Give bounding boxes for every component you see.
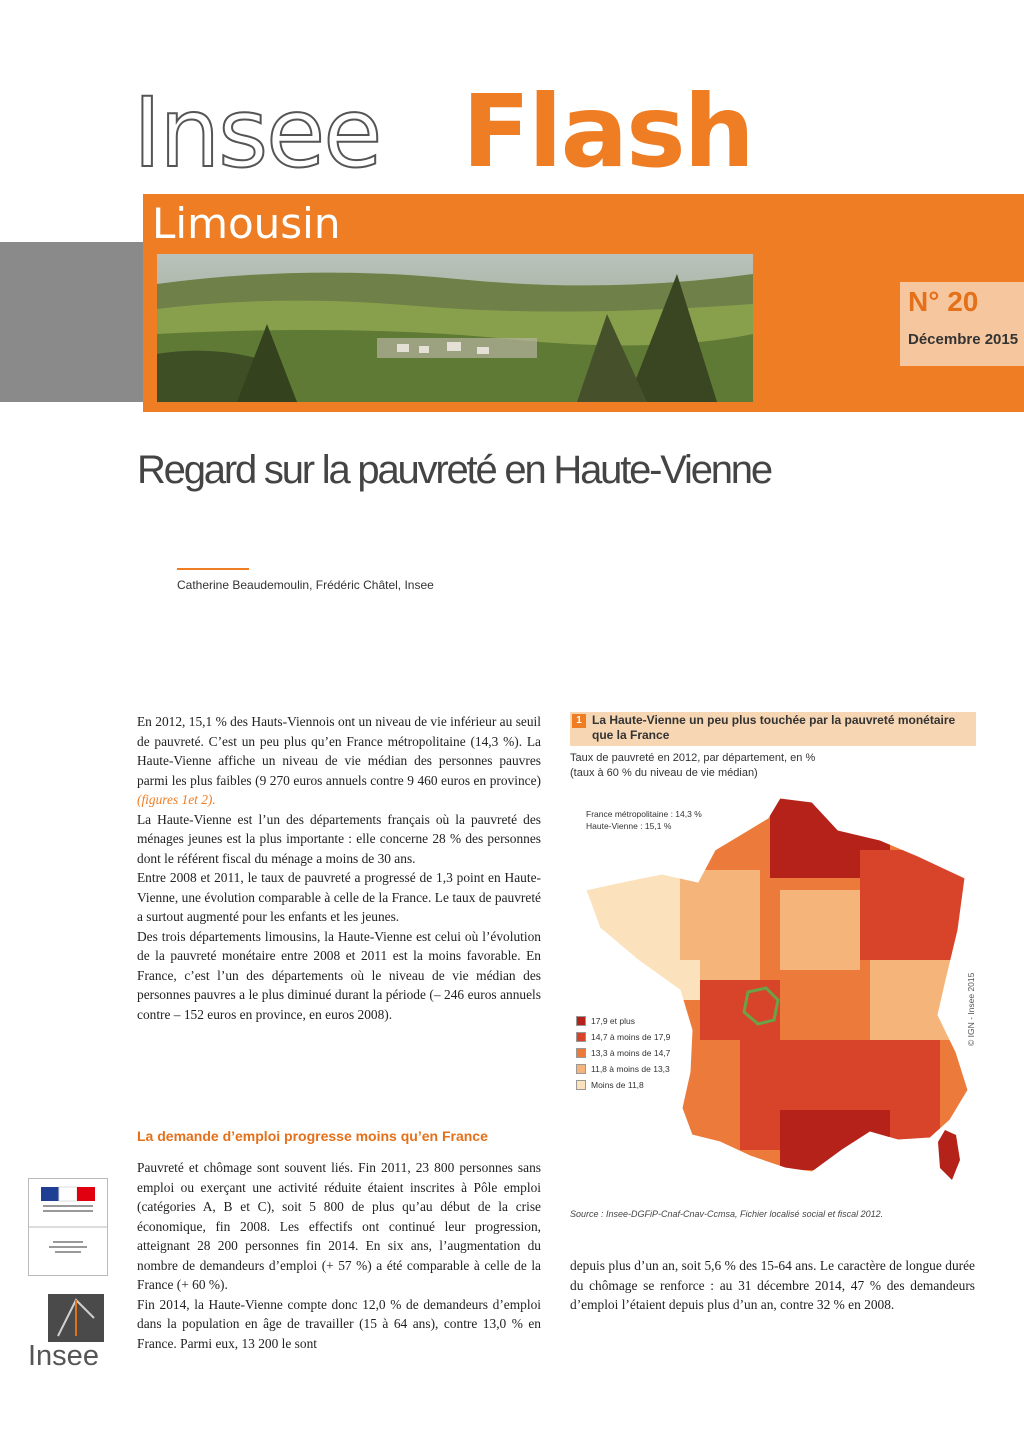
paragraph-1 bbox=[137, 712, 541, 810]
page-title: Regard sur la pauvreté en Haute-Vienne bbox=[137, 448, 771, 492]
article-column-left-bottom bbox=[137, 1158, 541, 1353]
paragraph-3: Entre 2008 et 2011, le taux de pauvreté a progressé de 1,3 point en Haute-Vienne, une évolution comparable à celle de la France. Le taux de pauvreté a surtout augmenté pour les enfants et les jeunes. bbox=[137, 870, 541, 924]
map-stats bbox=[586, 808, 702, 832]
paragraph-1-text: En 2012, 15,1 % des Hauts-Viennois ont un niveau de vie inférieur au seuil de pauvreté. C’est un peu plus qu’en France métropolitaine (14,3 %). La Haute-Vienne affiche un niveau de vie médian des personnes pauvres parmi les plus faibles (9 270 euros annuels contre 9 460 euros en province) bbox=[137, 714, 541, 788]
legend-label: Moins de 11,8 bbox=[591, 1080, 644, 1090]
legend-label: 11,8 à moins de 13,3 bbox=[591, 1064, 670, 1074]
legend-swatch bbox=[576, 1016, 586, 1026]
france-poverty-map bbox=[580, 790, 980, 1195]
paragraph-5: Pauvreté et chômage sont souvent liés. Fin 2011, 23 800 personnes sans emploi ou exerçant une activité réduite étaient inscrites à Pôle emploi (catégories A, B et C), soit 5 800 de plus qu’au début de la crise économique, fin 2008. Les effectifs ont continué leur progression, atteignant 28 200 personnes fin 2014. En six ans, l’augmentation du nombre de demandeurs d’emploi (+ 57 %) a été comparable à celle de la France (+ 60 %). bbox=[137, 1160, 541, 1292]
legend-swatch bbox=[576, 1032, 586, 1042]
author-rule bbox=[177, 568, 249, 570]
stat-france: France métropolitaine : 14,3 % bbox=[586, 809, 702, 819]
stat-haute-vienne: Haute-Vienne : 15,1 % bbox=[586, 821, 672, 831]
issue-number: N° 20 bbox=[908, 286, 979, 317]
figure-number: 1 bbox=[572, 714, 586, 728]
issue-date: Décembre 2015 bbox=[908, 331, 1019, 348]
figure-source: Source : Insee-DGFiP-Cnaf-Cnav-Ccmsa, Fichier localisé social et fiscal 2012. bbox=[570, 1209, 884, 1219]
legend-swatch bbox=[576, 1048, 586, 1058]
legend-item bbox=[576, 1029, 670, 1045]
paragraph-4: Des trois départements limousins, la Haute-Vienne est celui où l’évolution de la pauvreté monétaire entre 2008 et 2011 est la moins favorable. En France, c’est l’un des départements où le niveau de vie médian des personnes pauvres a le plus diminué durant la période (– 246 euros annuels contre – 152 euros en province, en euros 2008). bbox=[137, 928, 541, 1022]
paragraph-2: La Haute-Vienne est l’un des départements français où la pauvreté des ménages jeunes est la plus importante : elle concerne 28 % des personnes dont le référent fiscal du ménage a moins de 30 ans. bbox=[137, 811, 541, 866]
figure-subtitle-line2: (taux à 60 % du niveau de vie médian) bbox=[570, 767, 758, 779]
legend-label: 13,3 à moins de 14,7 bbox=[591, 1048, 671, 1058]
legend-label: 14,7 à moins de 17,9 bbox=[591, 1032, 671, 1042]
legend-item bbox=[576, 1061, 670, 1077]
legend-swatch bbox=[576, 1080, 586, 1090]
authors: Catherine Beaudemoulin, Frédéric Châtel, Insee bbox=[177, 578, 434, 592]
brand-flash: Flash bbox=[462, 73, 753, 190]
article-column-right bbox=[570, 1256, 975, 1315]
map-copyright: © IGN - Insee 2015 bbox=[966, 972, 976, 1046]
region-label: Limousin bbox=[152, 199, 341, 248]
figure-subtitle bbox=[570, 751, 815, 781]
figure-title: La Haute-Vienne un peu plus touchée par la pauvreté monétaire que la France bbox=[592, 713, 956, 742]
insee-logo-label: Insee bbox=[28, 1340, 99, 1372]
legend-item bbox=[576, 1045, 670, 1061]
legend-item bbox=[576, 1013, 670, 1029]
landscape-photo bbox=[157, 254, 753, 402]
legend-label: 17,9 et plus bbox=[591, 1016, 635, 1026]
paragraph-7: depuis plus d’un an, soit 5,6 % des 15-64 ans. Le caractère de longue durée du chômage se renforce : au 31 décembre 2014, 47 % des demandeurs d’emploi l’étaient depuis plus d’un an, contre 32 % en 2008. bbox=[570, 1258, 975, 1312]
figure-reference[interactable]: (figures 1et 2). bbox=[137, 792, 216, 807]
figure-subtitle-line1: Taux de pauvreté en 2012, par département, en % bbox=[570, 752, 816, 764]
government-logo bbox=[28, 1178, 108, 1276]
map-legend bbox=[576, 1013, 670, 1093]
legend-swatch bbox=[576, 1064, 586, 1074]
legend-item bbox=[576, 1077, 670, 1093]
paragraph-6: Fin 2014, la Haute-Vienne compte donc 12,0 % de demandeurs d’emploi dans la population en âge de travailler (15 à 64 ans), contre 13,0 % en France. Parmi eux, 13 200 le sont bbox=[137, 1296, 541, 1351]
section-heading: La demande d’emploi progresse moins qu’en France bbox=[137, 1128, 488, 1144]
brand-insee: Insee bbox=[133, 77, 381, 189]
article-column-left-top bbox=[137, 712, 541, 1024]
